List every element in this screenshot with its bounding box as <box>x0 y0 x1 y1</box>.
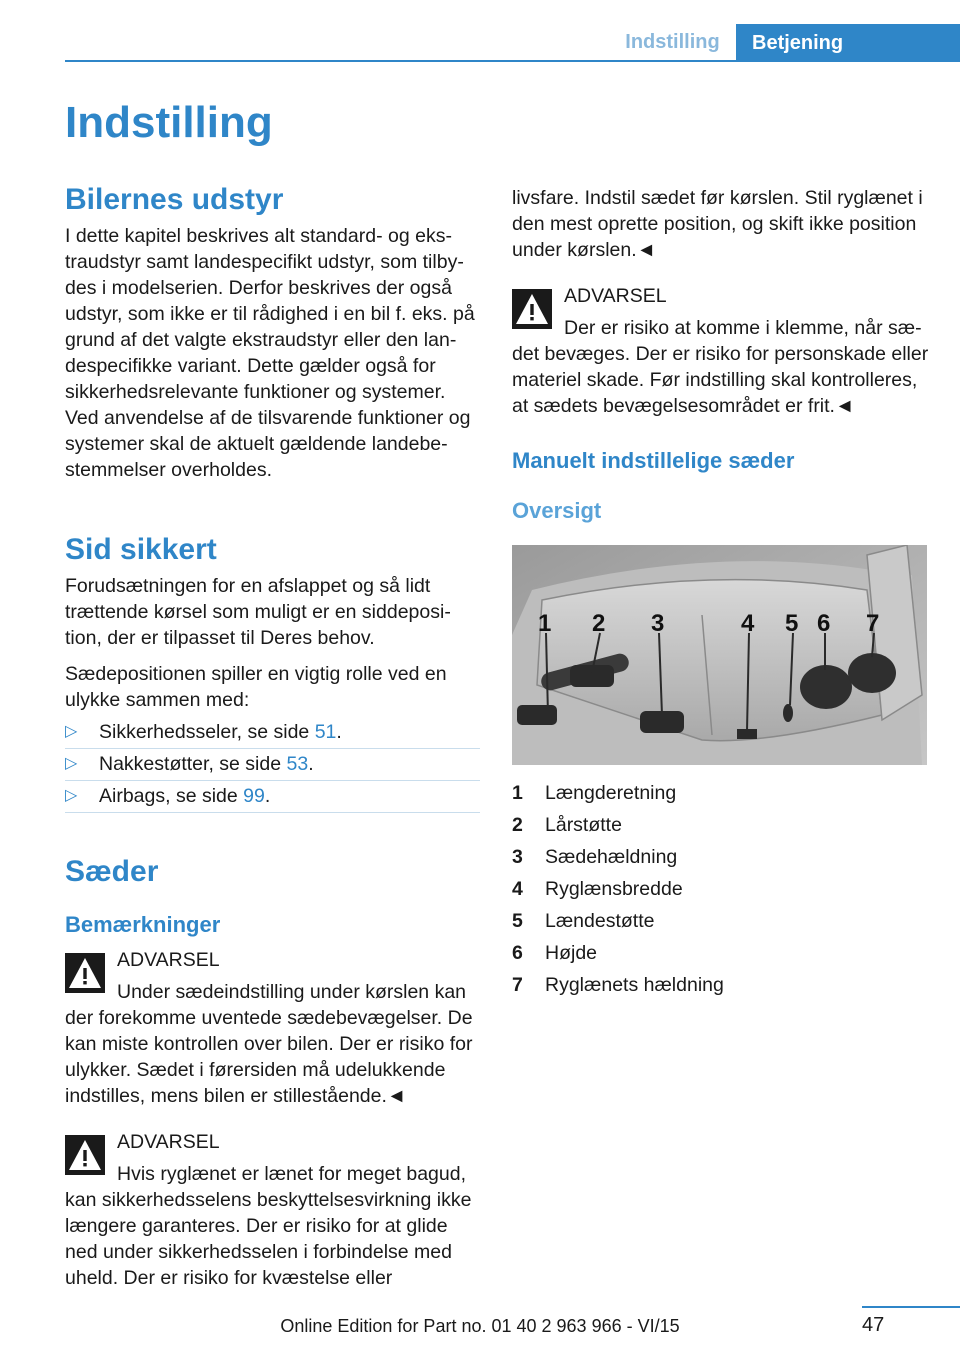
header-divider <box>65 60 960 62</box>
warning-block <box>65 947 480 1109</box>
figure-callout: 7 <box>866 610 880 637</box>
warning-title: ADVARSEL <box>117 949 220 971</box>
legend-item: 1 Længderetning <box>512 782 677 804</box>
list-item: ▷ Sikkerhedsseler, se side 51. <box>65 719 480 745</box>
list-item: ▷ Nakkestøtter, se side 53. <box>65 751 480 777</box>
paragraph-sid-sikkert-1: Forudsætningen for en afslappet og så lidt trættende kørsel som muligt er en siddeposition, der er tilpasset til Deres behov. <box>65 575 451 649</box>
header-tab-betjening[interactable]: Betjening <box>736 24 960 62</box>
warning-title: ADVARSEL <box>117 1131 220 1153</box>
warning-icon <box>512 289 552 329</box>
page-link[interactable]: 99 <box>243 785 265 807</box>
section-title-bilernes-udstyr: Bilernes udstyr <box>65 183 284 216</box>
figure-callout: 3 <box>651 610 665 637</box>
figure-legend <box>512 777 930 1001</box>
continued-paragraph: livsfare. Indstil sædet før kørslen. Stil ryglænet i den mest oprette position, og skift ikke position under kørslen.◄ <box>512 187 923 261</box>
legend-item: 3 Sædehældning <box>512 846 678 868</box>
warning-block <box>65 1129 480 1291</box>
figure-callout: 4 <box>741 610 755 637</box>
legend-item: 7 Ryglænets hældning <box>512 974 724 996</box>
paragraph-sid-sikkert-2: Sædepositionen spiller en vigtig rolle ved en ulykke sammen med: <box>65 663 447 711</box>
triangle-bullet-icon: ▷ <box>65 723 78 740</box>
safety-list <box>65 719 480 809</box>
legend-item: 6 Højde <box>512 942 598 964</box>
warning-body: Der er risiko at komme i klemme, når sædet bevæges. Der er risiko for personskade eller materiel skade. Før indstilling skal kontrolleres, at sædets bevægelsesområdet er frit.◄ <box>512 317 929 417</box>
figure-callout: 2 <box>592 610 606 637</box>
page-link[interactable]: 51 <box>314 721 337 743</box>
section-body-bilernes-udstyr: I dette kapitel beskrives alt standard- og ekstraudstyr samt landespecifikt udstyr, som tilbydes i modelserien. Derfor beskrives der også udstyr, som ikke er til rådighed i en bil f. eks. på grund af det valgte ekstraudstyr eller den landespecifikke variant. Dette gælder også for sikkerhedsrelevante funktioner og systemer. Ved anvendelse af de tilsvarende funktioner og systemer skal de aktuelt gældende landebestemmelser overholdes. <box>65 225 475 481</box>
section-title-saeder: Sæder <box>65 855 159 888</box>
figure-callout: 6 <box>817 610 831 637</box>
section-title-manuelt: Manuelt indstillelige sæder <box>512 448 795 473</box>
warning-body: Hvis ryglænet er lænet for meget bagud, kan sikkerhedsselens beskyttelsesvirkning ikke længere garanteres. Der er risiko for at glide ned under sikkerhedsselen i forbindelse med uheld. Der er risiko for kvæstelse eller <box>65 1163 472 1289</box>
legend-item: 4 Ryglænsbredde <box>512 878 683 900</box>
section-title-sid-sikkert: Sid sikkert <box>65 533 217 566</box>
warning-icon <box>65 953 105 993</box>
warning-block <box>512 283 930 419</box>
warning-body: Under sædeindstilling under kørslen kan der forekomme uventede sædebevægelser. De kan miste kontrollen over bilen. Der er risiko for ulykker. Sædet i førersiden må udelukkende indstilles, mens bilen er stillestående.◄ <box>65 981 473 1107</box>
seat-overview-figure <box>512 545 927 765</box>
page-title: Indstilling <box>65 98 273 147</box>
subsection-title-oversigt: Oversigt <box>512 498 602 523</box>
subsection-title-bemaerkninger: Bemærkninger <box>65 912 221 937</box>
legend-item: 2 Lårstøtte <box>512 814 622 836</box>
page-link[interactable]: 53 <box>286 753 309 775</box>
right-column <box>512 185 930 1001</box>
header-tab-indstilling[interactable]: Indstilling <box>625 31 720 53</box>
list-item: ▷ Airbags, se side 99. <box>65 783 480 809</box>
triangle-bullet-icon: ▷ <box>65 787 78 804</box>
warning-icon <box>65 1135 105 1175</box>
warning-title: ADVARSEL <box>564 285 667 307</box>
edition-footer: Online Edition for Part no. 01 40 2 963 966 - VI/15 <box>280 1316 680 1336</box>
legend-item: 5 Lændestøtte <box>512 910 655 932</box>
figure-callout: 5 <box>785 610 799 637</box>
triangle-bullet-icon: ▷ <box>65 755 78 772</box>
footer-divider <box>862 1306 960 1308</box>
left-column <box>65 95 480 1291</box>
page-number: 47 <box>862 1314 885 1336</box>
figure-callout: 1 <box>538 610 552 637</box>
